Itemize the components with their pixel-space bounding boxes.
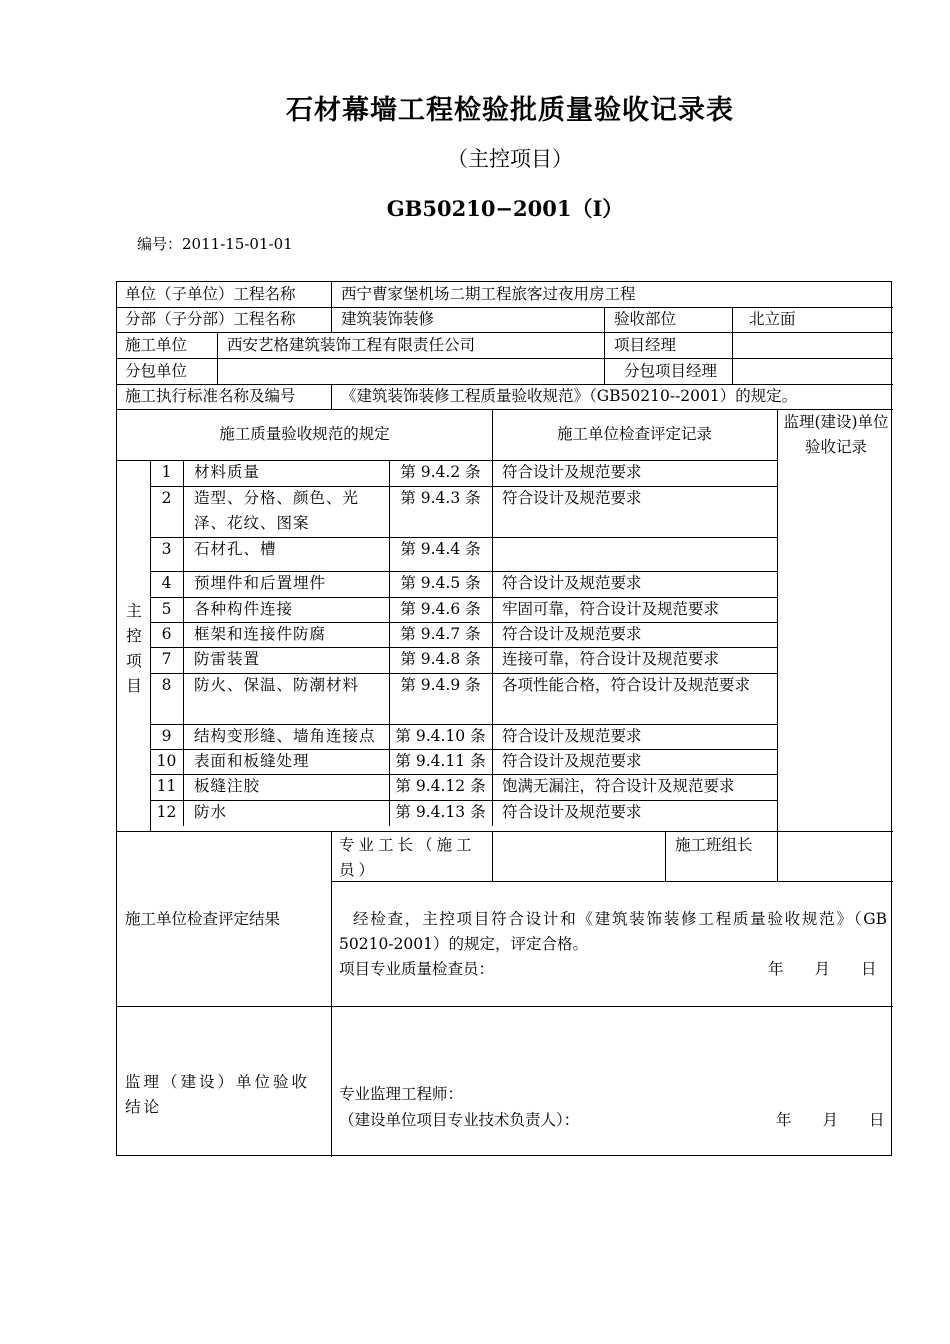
contractor-value: 西安艺格建筑装饰工程有限责任公司 (227, 336, 476, 354)
table-row (117, 647, 777, 673)
item-number: 1 (161, 463, 172, 481)
item-name: 结构变形缝、墙角连接点 (194, 727, 376, 745)
team-leader-label: 施工班组长 (675, 836, 753, 854)
item-clause: 第 9.4.8 条 (400, 650, 481, 668)
item-number: 6 (161, 625, 172, 643)
item-number: 5 (161, 600, 172, 618)
item-record: 连接可靠，符合设计及规范要求 (502, 650, 720, 668)
result-conclusion: 经检查，主控项目符合设计和《建筑装饰装修工程质量验收规范》（GB 50210-2001）的规定，评定合格。 (339, 910, 887, 953)
table-row (117, 460, 777, 486)
serial-label: 编号： (137, 235, 183, 253)
supervision-date: 年 月 日 (776, 1111, 885, 1129)
serial-number (137, 233, 293, 254)
item-number: 10 (156, 752, 177, 770)
engineer-label: 专业监理工程师： (339, 1085, 464, 1103)
item-clause: 第 9.4.11 条 (395, 752, 486, 770)
item-number: 4 (161, 574, 172, 592)
item-clause: 第 9.4.2 条 (400, 463, 481, 481)
item-record: 符合设计及规范要求 (502, 727, 642, 745)
table-row (117, 622, 777, 647)
item-name: 防火、保温、防潮材料 (194, 676, 360, 694)
item-clause: 第 9.4.13 条 (395, 803, 486, 821)
inspector-label: 项目专业质量检查员： (339, 960, 495, 978)
foreman-label: 专业工长（施工员） (339, 836, 476, 879)
table-row (117, 774, 777, 800)
pm-label: 项目经理 (614, 336, 677, 354)
project-label: 单位（子单位）工程名称 (125, 285, 296, 303)
standard-label: 施工执行标准名称及编号 (125, 387, 296, 405)
item-clause: 第 9.4.7 条 (400, 625, 481, 643)
item-record: 牢固可靠，符合设计及规范要求 (502, 600, 720, 618)
item-record: 符合设计及规范要求 (502, 625, 642, 643)
item-record: 符合设计及规范要求 (502, 752, 642, 770)
item-record: 各项性能合格，符合设计及规范要求 (502, 676, 751, 694)
item-clause: 第 9.4.10 条 (395, 727, 486, 745)
item-record: 符合设计及规范要求 (502, 489, 642, 507)
record-table (116, 281, 892, 1156)
item-name: 板缝注胶 (194, 777, 261, 795)
page-title: 石材幕墙工程检验批质量验收记录表 (286, 95, 734, 126)
item-clause: 第 9.4.3 条 (400, 489, 481, 507)
page-subtitle: （主控项目） (447, 147, 573, 171)
inspect-part-label: 验收部位 (614, 310, 677, 328)
project-value: 西宁曹家堡机场二期工程旅客过夜用房工程 (341, 285, 636, 303)
table-row (117, 597, 777, 622)
item-name: 材料质量 (194, 463, 261, 481)
item-number: 9 (161, 727, 172, 745)
sub-pm-label: 分包项目经理 (624, 362, 718, 380)
col-supervise-header: 监理(建设)单位验收记录 (783, 413, 889, 456)
table-row (117, 800, 777, 826)
item-number: 7 (161, 650, 172, 668)
item-number: 2 (161, 489, 172, 507)
table-row (117, 571, 777, 597)
table-row (117, 486, 777, 537)
item-number: 11 (156, 777, 177, 795)
standard-value: 《建筑装饰装修工程质量验收规范》（GB50210--2001）的规定。 (341, 387, 798, 405)
table-row (117, 749, 777, 774)
table-row (117, 537, 777, 571)
section-label: 主控项目 (126, 602, 142, 695)
supervision-label: 监理（建设）单位验收结论 (125, 1073, 311, 1116)
item-record: 饱满无漏注，符合设计及规范要求 (502, 777, 735, 795)
division-label: 分部（子分部）工程名称 (125, 310, 296, 328)
item-number: 8 (161, 676, 172, 694)
inspect-part-value: 北立面 (749, 310, 796, 328)
table-row (117, 724, 777, 749)
item-name: 石材孔、槽 (194, 540, 277, 558)
division-value: 建筑装饰装修 (341, 310, 435, 328)
item-name: 造型、分格、颜色、光泽、花纹、图案 (194, 489, 360, 532)
item-record: 符合设计及规范要求 (502, 803, 642, 821)
item-record: 符合设计及规范要求 (502, 463, 642, 481)
item-number: 3 (161, 540, 172, 558)
contractor-label: 施工单位 (125, 336, 188, 354)
item-number: 12 (156, 803, 177, 821)
standard-code: GB50210−2001（Ⅰ） (386, 196, 624, 221)
item-clause: 第 9.4.12 条 (395, 777, 486, 795)
sub-label: 分包单位 (125, 362, 188, 380)
item-name: 各种构件连接 (194, 600, 294, 618)
item-name: 框架和连接件防腐 (194, 625, 327, 643)
col-check-header: 施工单位检查评定记录 (556, 425, 712, 443)
serial-value: 2011-15-01-01 (182, 235, 293, 253)
owner-label: （建设单位项目专业技术负责人）： (339, 1111, 580, 1129)
item-record: 符合设计及规范要求 (502, 574, 642, 592)
item-clause: 第 9.4.4 条 (400, 540, 481, 558)
item-clause: 第 9.4.5 条 (400, 574, 481, 592)
item-name: 防水 (194, 803, 228, 821)
item-clause: 第 9.4.9 条 (400, 676, 481, 694)
item-name: 预埋件和后置埋件 (194, 574, 327, 592)
result-date: 年 月 日 (768, 960, 877, 978)
result-label: 施工单位检查评定结果 (125, 910, 281, 928)
item-clause: 第 9.4.6 条 (400, 600, 481, 618)
col-spec-header: 施工质量验收规范的规定 (219, 425, 390, 443)
item-name: 防雷装置 (194, 650, 261, 668)
table-row (117, 673, 777, 724)
item-name: 表面和板缝处理 (194, 752, 310, 770)
